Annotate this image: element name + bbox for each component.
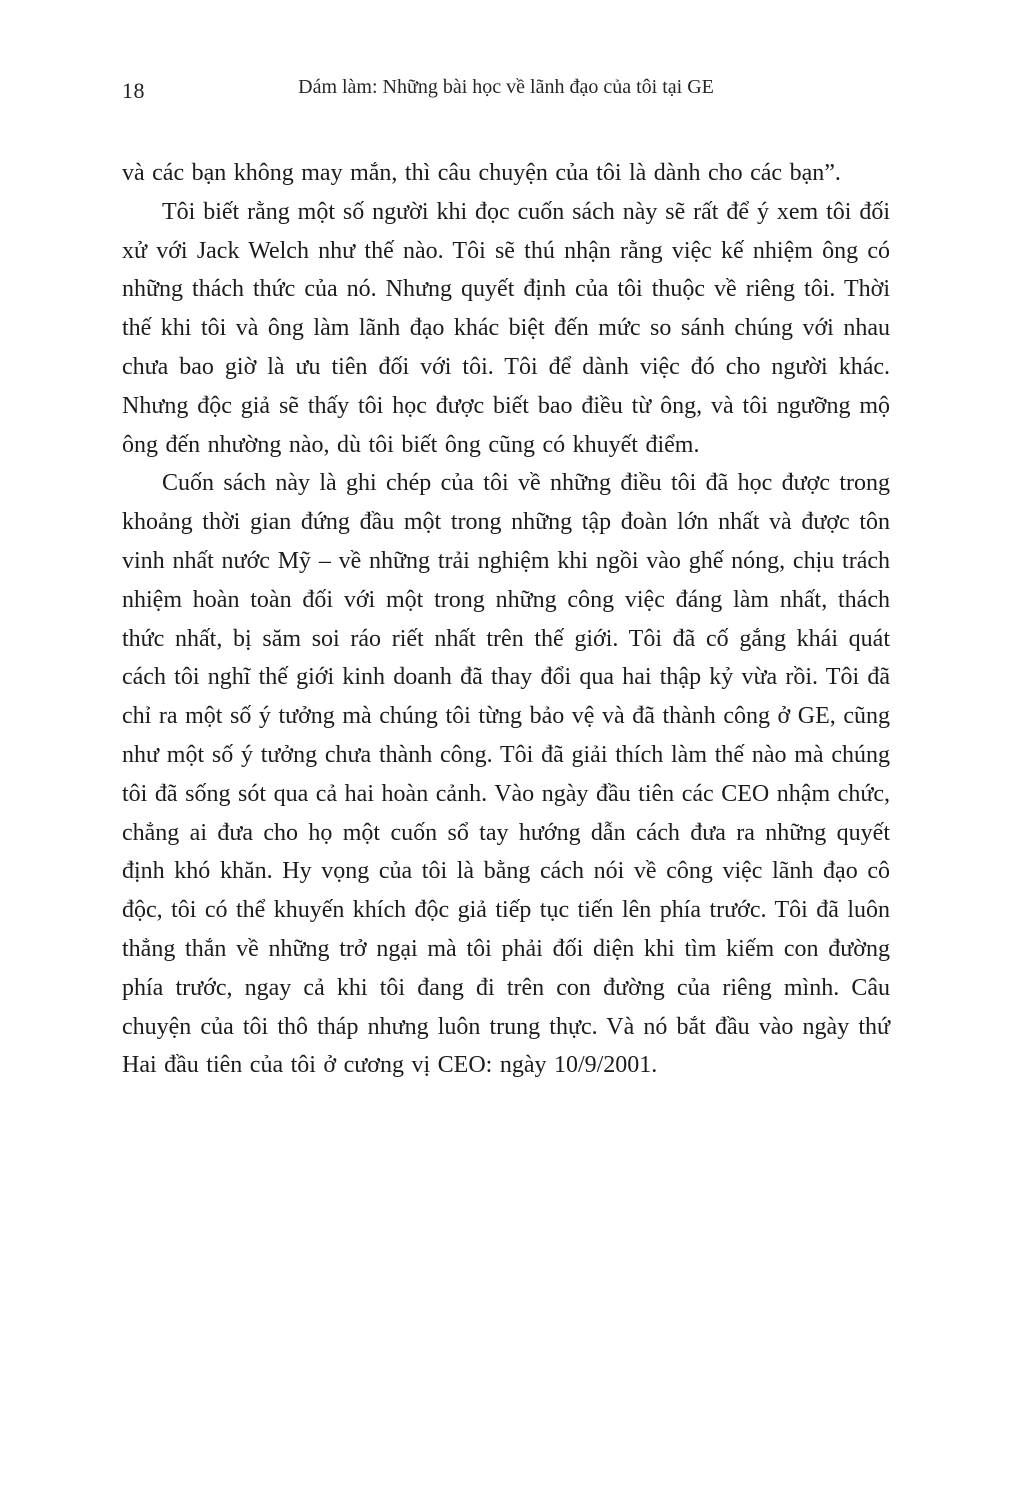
- paragraph: Tôi biết rằng một số người khi đọc cuốn sách này sẽ rất để ý xem tôi đối xử với Jack Welch như thế nào. Tôi sẽ thú nhận rằng việc kế nhiệm ông có những thách thức của nó. Nhưng quyết định của tôi thuộc về riêng tôi. Thời thế khi tôi và ông làm lãnh đạo khác biệt đến mức so sánh chúng với nhau chưa bao giờ là ưu tiên đối với tôi. Tôi để dành việc đó cho người khác. Nhưng độc giả sẽ thấy tôi học được biết bao điều từ ông, và tôi ngưỡng mộ ông đến nhường nào, dù tôi biết ông cũng có khuyết điểm.: [122, 198, 890, 458]
- page-number: 18: [122, 78, 145, 103]
- page-body: [122, 154, 890, 1085]
- paragraph: Cuốn sách này là ghi chép của tôi về những điều tôi đã học được trong khoảng thời gian đứng đầu một trong những tập đoàn lớn nhất và được tôn vinh nhất nước Mỹ – về những trải nghiệm khi ngồi vào ghế nóng, chịu trách nhiệm hoàn toàn đối với một trong những công việc đáng làm nhất, thách thức nhất, bị săm soi ráo riết nhất trên thế giới. Tôi đã cố gắng khái quát cách tôi nghĩ thế giới kinh doanh đã thay đổi qua hai thập kỷ vừa rồi. Tôi đã chỉ ra một số ý tưởng mà chúng tôi từng bảo vệ và đã thành công ở GE, cũng như một số ý tưởng chưa thành công. Tôi đã giải thích làm thế nào mà chúng tôi đã sống sót qua cả hai hoàn cảnh. Vào ngày đầu tiên các CEO nhậm chức, chẳng ai đưa cho họ một cuốn sổ tay hướng dẫn cách đưa ra những quyết định khó khăn. Hy vọng của tôi là bằng cách nói về công việc lãnh đạo cô độc, tôi có thể khuyến khích độc giả tiếp tục tiến lên phía trước. Tôi đã luôn thẳng thắn về những trở ngại mà tôi phải đối diện khi tìm kiếm con đường phía trước, ngay cả khi tôi đang đi trên con đường của riêng mình. Câu chuyện của tôi thô tháp nhưng luôn trung thực. Và nó bắt đầu vào ngày thứ Hai đầu tiên của tôi ở cương vị CEO: ngày 10/9/2001.: [122, 470, 890, 1079]
- running-header: Dám làm: Những bài học về lãnh đạo của tôi tại GE: [298, 76, 714, 98]
- page-header: [122, 76, 890, 104]
- paragraph-continuation: và các bạn không may mắn, thì câu chuyện của tôi là dành cho các bạn”.: [122, 160, 841, 186]
